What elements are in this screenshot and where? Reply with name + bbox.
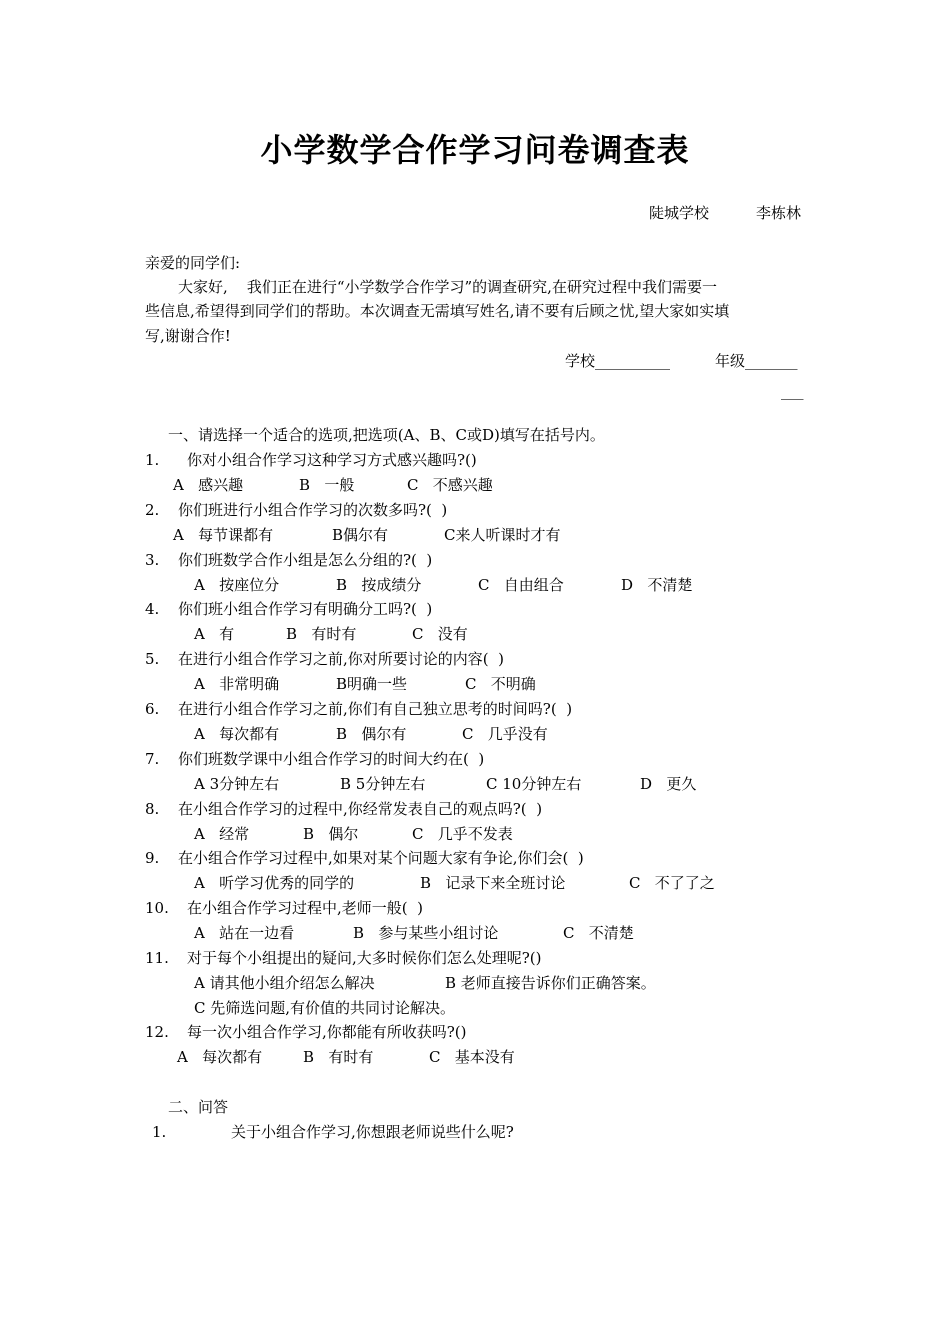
answer-option: B 5分钟左右 [340,775,426,793]
intro-line-1: 大家好, 我们正在进行“小学数学合作学习”的调查研究,在研究过程中我们需要一 [178,278,717,296]
question-text: 你对小组合作学习这种学习方式感兴趣吗?() [187,451,477,469]
section-1-heading: 一、请选择一个适合的选项,把选项(A、B、C或D)填写在括号内。 [168,426,605,444]
answer-option: A 按座位分 [194,576,280,594]
answer-option: B 记录下来全班讨论 [420,874,566,892]
question-text: 你们班数学课中小组合作学习的时间大约在( ) [178,750,485,768]
answer-option: C 不明确 [465,675,536,693]
answer-option: C 几乎没有 [462,725,548,743]
answer-option: C 没有 [412,625,468,643]
question-number: 4. [145,600,160,618]
answer-option: B偶尔有 [332,526,389,544]
answer-option: B 偶尔 [303,825,359,843]
answer-option: A 站在一边看 [194,924,295,942]
answer-option: B 参与某些小组讨论 [353,924,499,942]
answer-option: A 每次都有 [177,1048,263,1066]
question-number: 5. [145,650,160,668]
answer-option: A 经常 [194,825,250,843]
question-number: 1. [145,451,160,469]
answer-option: C 10分钟左右 [486,775,582,793]
answer-option: B 有时有 [303,1048,374,1066]
grade-fill-field: 年级_______ [715,352,798,370]
question-text: 在进行小组合作学习之前,你们有自己独立思考的时间吗?( ) [178,700,573,718]
answer-option: A 3分钟左右 [194,775,280,793]
answer-option: C 不清楚 [563,924,634,942]
question-number: 10. [145,899,169,917]
answer-option: A 听学习优秀的同学的 [194,874,355,892]
author-name: 李栋林 [756,204,802,222]
question-text: 在小组合作学习过程中,如果对某个问题大家有争论,你们会( ) [178,849,584,867]
question-text: 在进行小组合作学习之前,你对所要讨论的内容( ) [178,650,505,668]
question-text: 每一次小组合作学习,你都能有所收获吗?() [187,1023,467,1041]
section-2-heading: 二、问答 [168,1098,229,1116]
answer-option: C 先筛选问题,有价值的共同讨论解决。 [194,999,456,1017]
answer-option: D 更久 [640,775,697,793]
question-number: 11. [145,949,169,967]
answer-option: D 不清楚 [621,576,693,594]
qa-number: 1. [152,1123,167,1141]
school-fill-field: 学校__________ [565,352,671,370]
answer-option: C 基本没有 [429,1048,515,1066]
answer-option: C 自由组合 [478,576,564,594]
answer-option: A 每节课都有 [173,526,274,544]
answer-option: A 请其他小组介绍怎么解决 [194,974,375,992]
question-text: 在小组合作学习的过程中,你经常发表自己的观点吗?( ) [178,800,543,818]
question-number: 6. [145,700,160,718]
answer-option: A 感兴趣 [173,476,244,494]
question-text: 你们班进行小组合作学习的次数多吗?( ) [178,501,448,519]
qa-question-text: 关于小组合作学习,你想跟老师说些什么呢? [231,1123,514,1141]
answer-option: A 有 [194,625,235,643]
answer-option: A 每次都有 [194,725,280,743]
question-number: 9. [145,849,160,867]
intro-line-3: 写,谢谢合作! [145,327,231,345]
answer-option: C来人听课时才有 [444,526,561,544]
grade-fill-field-cont: ___ [781,382,804,400]
answer-option: B明确一些 [336,675,408,693]
author-school: 陡城学校 [649,204,710,222]
question-number: 12. [145,1023,169,1041]
answer-option: B 有时有 [286,625,357,643]
page-title: 小学数学合作学习问卷调查表 [260,131,690,169]
answer-option: A 非常明确 [194,675,280,693]
answer-option: B 按成绩分 [336,576,422,594]
question-text: 对于每个小组提出的疑问,大多时候你们怎么处理呢?() [187,949,542,967]
answer-option: B 一般 [299,476,355,494]
answer-option: C 不感兴趣 [407,476,493,494]
question-number: 8. [145,800,160,818]
question-text: 在小组合作学习过程中,老师一般( ) [187,899,424,917]
answer-option: B 偶尔有 [336,725,407,743]
question-text: 你们班小组合作学习有明确分工吗?( ) [178,600,433,618]
question-number: 3. [145,551,160,569]
answer-option: C 不了了之 [629,874,715,892]
answer-option: B 老师直接告诉你们正确答案。 [445,974,656,992]
answer-option: C 几乎不发表 [412,825,513,843]
greeting: 亲爱的同学们: [145,254,241,272]
question-number: 7. [145,750,160,768]
question-text: 你们班数学合作小组是怎么分组的?( ) [178,551,433,569]
intro-line-2: 些信息,希望得到同学们的帮助。本次调查无需填写姓名,请不要有后顾之忧,望大家如实填 [145,302,730,320]
question-number: 2. [145,501,160,519]
